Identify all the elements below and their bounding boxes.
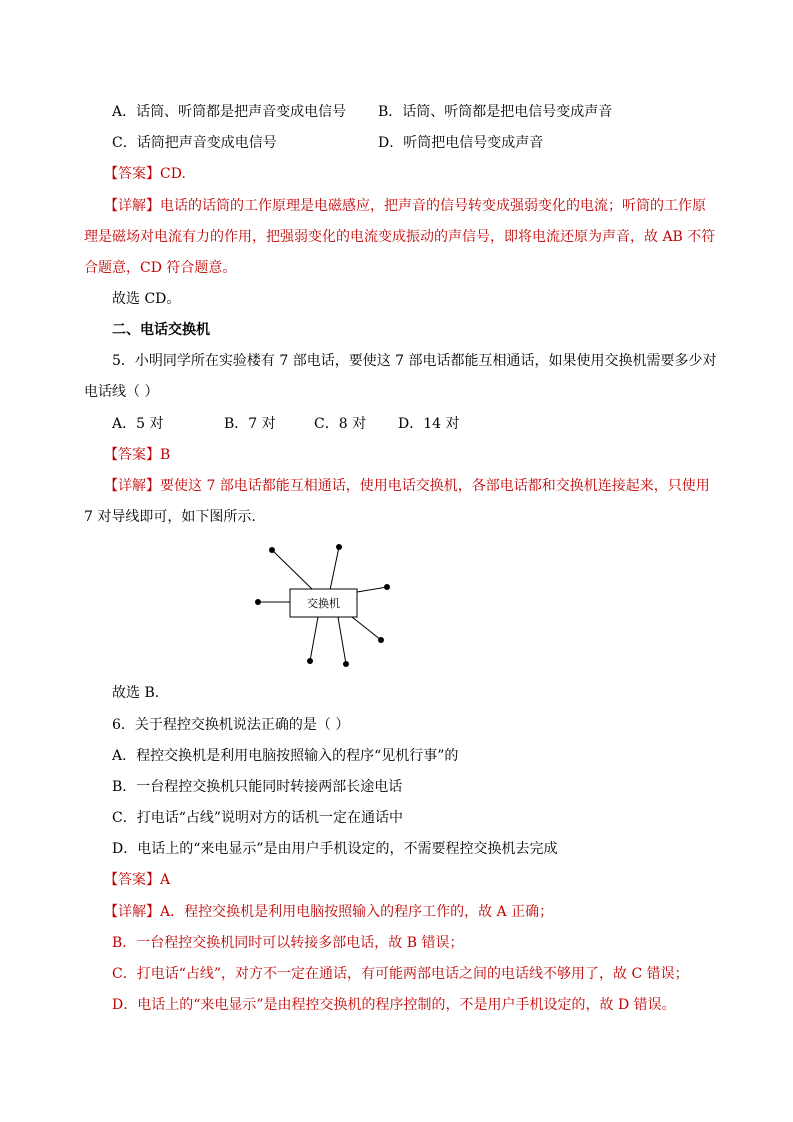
q4-option-b: B．话筒、听筒都是把电信号变成声音 — [378, 104, 613, 120]
q6-detail-line-1 — [104, 902, 553, 922]
q4-conclusion: 故选 CD。 — [112, 291, 181, 307]
q6-detail-line-3: C．打电话“占线”，对方不一定在通话，有可能两部电话之间的电话线不够用了，故 C 错误； — [112, 966, 689, 982]
phone-node — [343, 661, 349, 667]
q6-option-a: A．程控交换机是利用电脑按照输入的程序“见机行事”的 — [112, 748, 459, 764]
q6-option-b: B．一台程控交换机只能同时转接两部长途电话 — [112, 779, 403, 795]
q5-option-b: B．7 对 — [224, 416, 276, 432]
detail-text: 要使这 7 部电话都能互相通话，使用电话交换机，各部电话都和交换机连接起来，只使用 — [160, 478, 710, 494]
q4-option-a: A．话筒、听筒都是把声音变成电信号 — [112, 104, 347, 120]
q5-answer — [104, 445, 170, 465]
detail-label: 【详解】 — [104, 478, 160, 494]
q5-conclusion: 故选 B. — [112, 685, 160, 701]
detail-label: 【详解】 — [104, 198, 160, 214]
switchboard-label: 交换机 — [307, 597, 340, 610]
detail-text: A．程控交换机是利用电脑按照输入的程序工作的，故 A 正确； — [160, 904, 554, 920]
answer-value: B — [160, 447, 171, 463]
phone-node — [307, 658, 313, 664]
q5-detail-line-1 — [104, 476, 710, 496]
q6-detail-line-2: B．一台程控交换机同时可以转接多部电话，故 B 错误； — [112, 935, 464, 951]
q4-answer — [104, 164, 186, 184]
answer-label: 【答案】 — [104, 166, 160, 182]
q6-option-c: C．打电话“占线”说明对方的话机一定在通话中 — [112, 810, 404, 826]
q4-option-c: C．话筒把声音变成电信号 — [112, 135, 277, 151]
q5-option-c: C．8 对 — [314, 416, 367, 432]
answer-label: 【答案】 — [104, 447, 160, 463]
phone-node — [255, 599, 261, 605]
switchboard-diagram — [240, 535, 410, 675]
answer-value: A — [160, 872, 171, 888]
q5-stem-line-1: 5．小明同学所在实验楼有 7 部电话，要使这 7 部电话都能互相通话，如果使用交换机需要多少对 — [112, 353, 717, 369]
q4-detail-line-1 — [104, 196, 706, 216]
q4-option-d: D．听筒把电信号变成声音 — [378, 135, 544, 151]
q6-answer — [104, 870, 170, 890]
answer-value: CD. — [160, 166, 186, 182]
detail-text: 电话的话筒的工作原理是电磁感应，把声音的信号转变成强弱变化的电流；听筒的工作原 — [160, 198, 706, 214]
q6-detail-line-4: D．电话上的“来电显示”是由程控交换机的程序控制的，不是用户手机设定的，故 D 错误。 — [112, 997, 676, 1013]
q6-stem: 6．关于程控交换机说法正确的是（ ） — [112, 717, 350, 733]
detail-label: 【详解】 — [104, 904, 160, 920]
phone-node — [336, 544, 342, 550]
phone-node — [384, 584, 390, 590]
q6-option-d: D．电话上的“来电显示”是由用户手机设定的，不需要程控交换机去完成 — [112, 841, 558, 857]
answer-label: 【答案】 — [104, 872, 160, 888]
q5-detail-line-2: 7 对导线即可，如下图所示. — [84, 509, 256, 525]
q4-detail-line-2: 理是磁场对电流有力的作用，把强弱变化的电流变成振动的声信号，即将电流还原为声音，故 AB 不符 — [84, 229, 716, 245]
section-title: 二、电话交换机 — [112, 322, 210, 338]
phone-node — [378, 637, 384, 643]
q5-stem-line-2: 电话线（ ） — [84, 384, 159, 400]
q5-option-a: A．5 对 — [112, 416, 164, 432]
q5-option-d: D．14 对 — [398, 416, 460, 432]
phone-node — [269, 547, 275, 553]
q4-detail-line-3: 合题意，CD 符合题意。 — [84, 260, 237, 276]
